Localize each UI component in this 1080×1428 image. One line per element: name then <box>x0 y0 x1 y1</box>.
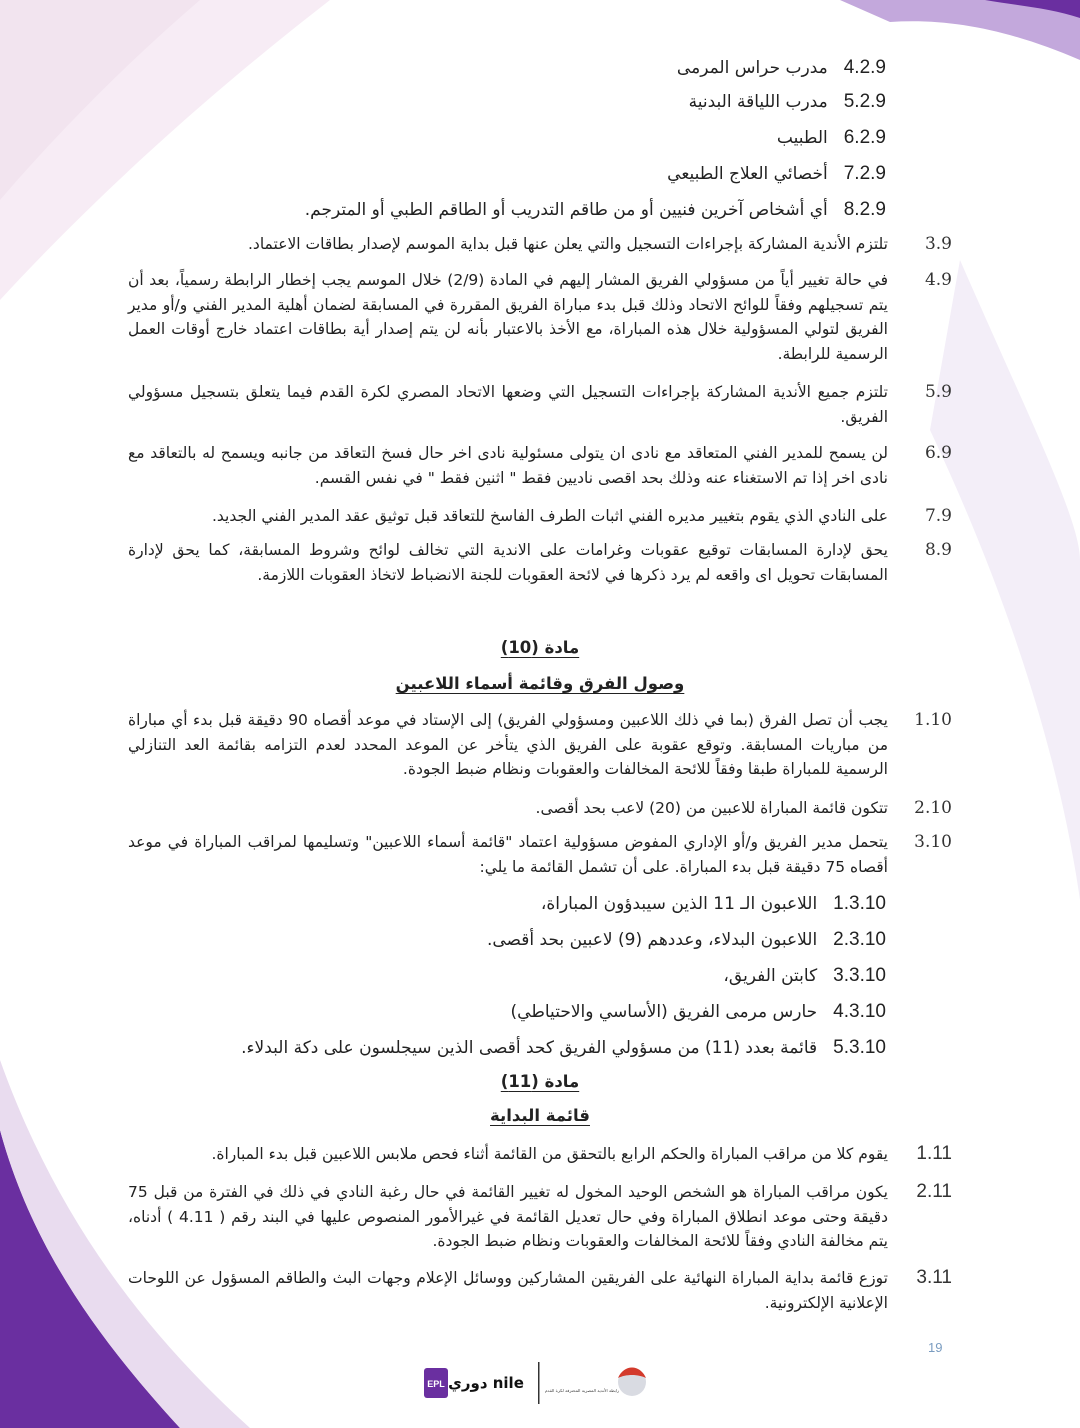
clause-text: على النادي الذي يقوم بتغيير مديره الفني اثبات الطرف الفاسخ للتعاقد قبل توثيق عقد المدير الفني الجديد. <box>211 507 888 525</box>
subitem-text: أي أشخاص آخرين فنيين أو من طاقم التدريب أو الطاقم الطبي أو المترجم. <box>304 200 828 220</box>
clause-text: يجب أن تصل الفرق (بما في ذلك اللاعبين ومسؤولي الفريق) إلى الإستاد في موعد أقصاه 90 دقيقة قبل بدء أي مباراة من مباريات المسابقة. وتوقع عقوبة على الفريق الذي يتأخر عن الموعد المحدد لعدم التزامه بقائمة العد التنازلي الرسمية للمباراة طبقا وفقاً للائحة المخالفات والعقوبات ونظام ضبط الجودة. <box>128 711 888 778</box>
subitem-number: 4.3.10 <box>833 1001 886 1022</box>
clause-number: 3.9 <box>924 234 952 254</box>
subitem-number: 6.2.9 <box>843 127 886 148</box>
efpl-text: رابطة الأندية المصرية المحترفة لكرة القدم <box>544 1388 620 1393</box>
subitem-text: كابتن الفريق، <box>723 966 818 986</box>
epl-badge-text: EPL <box>427 1379 445 1389</box>
article-title-heading: وصول الفرق وقائمة أسماء اللاعبين <box>395 674 685 693</box>
subitem-number: 8.2.9 <box>843 199 886 220</box>
article-title-heading: قائمة البداية <box>490 1106 590 1125</box>
clause-number: 3.10 <box>914 832 952 852</box>
subitem-text: أخصائي العلاج الطبيعي <box>667 164 828 184</box>
clause-number: 4.9 <box>924 270 952 290</box>
nile-wordmark: دوري nile <box>448 1374 524 1392</box>
clause <box>128 232 952 257</box>
clause <box>128 538 952 587</box>
subitem <box>487 922 886 958</box>
subitem-text: الطبيب <box>776 128 828 148</box>
subitem <box>723 958 886 994</box>
subitem-text: حارس مرمى الفريق (الأساسي والاحتياطي) <box>510 1002 818 1022</box>
clause <box>128 380 952 429</box>
subitem <box>689 84 886 120</box>
clause <box>128 796 952 821</box>
clause-text: يقوم كلا من مراقب المباراة والحكم الرابع بالتحقق من القائمة أثناء فحص ملابس اللاعبين قبل بدء المباراة. <box>211 1145 888 1163</box>
subitem <box>511 994 886 1030</box>
subitem-text: قائمة بعدد (11) من مسؤولي الفريق كحد أقصى الذين سيجلسون على دكة البدلاء. <box>241 1038 818 1058</box>
subitem <box>667 156 886 192</box>
subitem-number: 5.2.9 <box>843 91 886 112</box>
clause-number: 5.9 <box>924 382 952 402</box>
clause-text: في حالة تغيير أياً من مسؤولي الفريق المشار إليهم في المادة (2/9) خلال الموسم يجب إخطار الرابطة رسمياً، بعد أن يتم تسجيلهم وفقاً للوائح الاتحاد وذلك قبل بدء مباراة الفريق المقررة في المسابقة لضمان أهلية المدير الفني و/أو مدير الفريق لتولي المسؤولية خلال هذه المباراة، مع الأخذ بالاعتبار بأنه لن يتم إصدار أية بطاقات اعتماد خارج أوقات العمل الرسمية للرابطة. <box>128 271 888 363</box>
subitem-number: 3.3.10 <box>833 965 886 986</box>
clause <box>128 1142 952 1167</box>
subitem <box>777 120 886 156</box>
clause-number: 8.9 <box>924 540 952 560</box>
clause-number: 7.9 <box>924 506 952 526</box>
clause-text: تلتزم الأندية المشاركة بإجراءات التسجيل والتي يعلن عنها قبل بداية الموسم لإصدار بطاقات الاعتماد. <box>248 235 888 253</box>
subitem-text: مدرب حراس المرمى <box>676 58 828 78</box>
subitem-number: 4.2.9 <box>843 57 886 78</box>
page-number: 19 <box>928 1340 943 1355</box>
subitem <box>677 50 886 86</box>
subitem-text: اللاعبون البدلاء، وعددهم (9) لاعبين بحد أقصى. <box>486 930 818 950</box>
subitem <box>541 886 886 922</box>
subitem-text: اللاعبون الـ 11 الذين سيبدؤون المباراة، <box>540 894 818 914</box>
subitem-number: 7.2.9 <box>843 163 886 184</box>
clause <box>128 1266 952 1315</box>
clause-text: يتحمل مدير الفريق و/أو الإداري المفوض مسؤولية اعتماد "قائمة أسماء اللاعبين" وتسليمها لمراقب المباراة في موعد أقصاه 75 دقيقة قبل بدء المباراة. على أن تشمل القائمة ما يلي: <box>128 833 888 876</box>
clause <box>128 268 952 366</box>
clause-number: 1.11 <box>916 1143 952 1164</box>
subitem-number: 2.3.10 <box>833 929 886 950</box>
clause <box>128 1180 952 1254</box>
clause-text: تلتزم جميع الأندية المشاركة بإجراءات التسجيل التي وضعها الاتحاد المصري لكرة القدم فيما يتعلق بتسجيل مسؤولي الفريق. <box>128 383 888 426</box>
clause-number: 1.10 <box>914 710 952 730</box>
clause-number: 2.10 <box>914 798 952 818</box>
subitem <box>241 1030 886 1066</box>
article-number-heading: مادة (10) <box>500 638 580 657</box>
clause <box>128 708 952 782</box>
clause-text: يكون مراقب المباراة هو الشخص الوحيد المخول له تغيير القائمة في حال رغبة النادي في ذلك في الفترة من قبل 75 دقيقة وحتى موعد انطلاق المباراة وفي حال تعديل القائمة في غيرالأمور المنصوص عليها في البند رقم ( 4.11 ) أدناه، يتم مخالفة النادي وفقاً للائحة المخالفات والعقوبات ونظام ضبط الجودة. <box>128 1183 888 1250</box>
clause-text: تتكون قائمة المباراة للاعبين من (20) لاعب بحد أقصى. <box>535 799 888 817</box>
epl-nile-logo <box>424 1368 524 1398</box>
subitem <box>305 192 886 228</box>
clause-text: لن يسمح للمدير الفني المتعاقد مع نادى ان يتولى مسئولية نادى اخر حال فسخ التعاقد من جانبه ويسمح له بالتعاقد مع نادى اخر إذا تم الاستغناء عنه وذلك بحد اقصى ناديين فقط " اثنين فقط " في نفس القسم. <box>128 444 888 487</box>
subitem-number: 1.3.10 <box>833 893 886 914</box>
subitem-text: مدرب اللياقة البدنية <box>688 92 828 112</box>
clause-text: توزع قائمة بداية المباراة النهائية على الفريقين المشاركين ووسائل الإعلام وجهات البث والطاقم المسؤول عن اللوحات الإعلانية الإلكترونية. <box>128 1269 888 1312</box>
efpl-logo <box>545 1368 646 1397</box>
clause <box>128 504 952 529</box>
clause-number: 6.9 <box>924 443 952 463</box>
clause-text: يحق لإدارة المسابقات توقيع عقوبات وغرامات على الاندية التي تخالف لوائح وشروط المسابقة، كما يحق لإدارة المسابقات تحويل اى واقعه لم يرد ذكرها في لائحة العقوبات للجنة الانضباط لاتخاذ العقوبات اللازمة. <box>128 541 888 584</box>
clause <box>128 830 952 879</box>
footer-logos <box>420 1356 660 1410</box>
article-number-heading: مادة (11) <box>500 1072 580 1091</box>
clause-number: 2.11 <box>916 1181 952 1202</box>
clause-number: 3.11 <box>916 1267 952 1288</box>
subitem-number: 5.3.10 <box>833 1037 886 1058</box>
logo-divider <box>538 1362 540 1404</box>
clause <box>128 441 952 490</box>
